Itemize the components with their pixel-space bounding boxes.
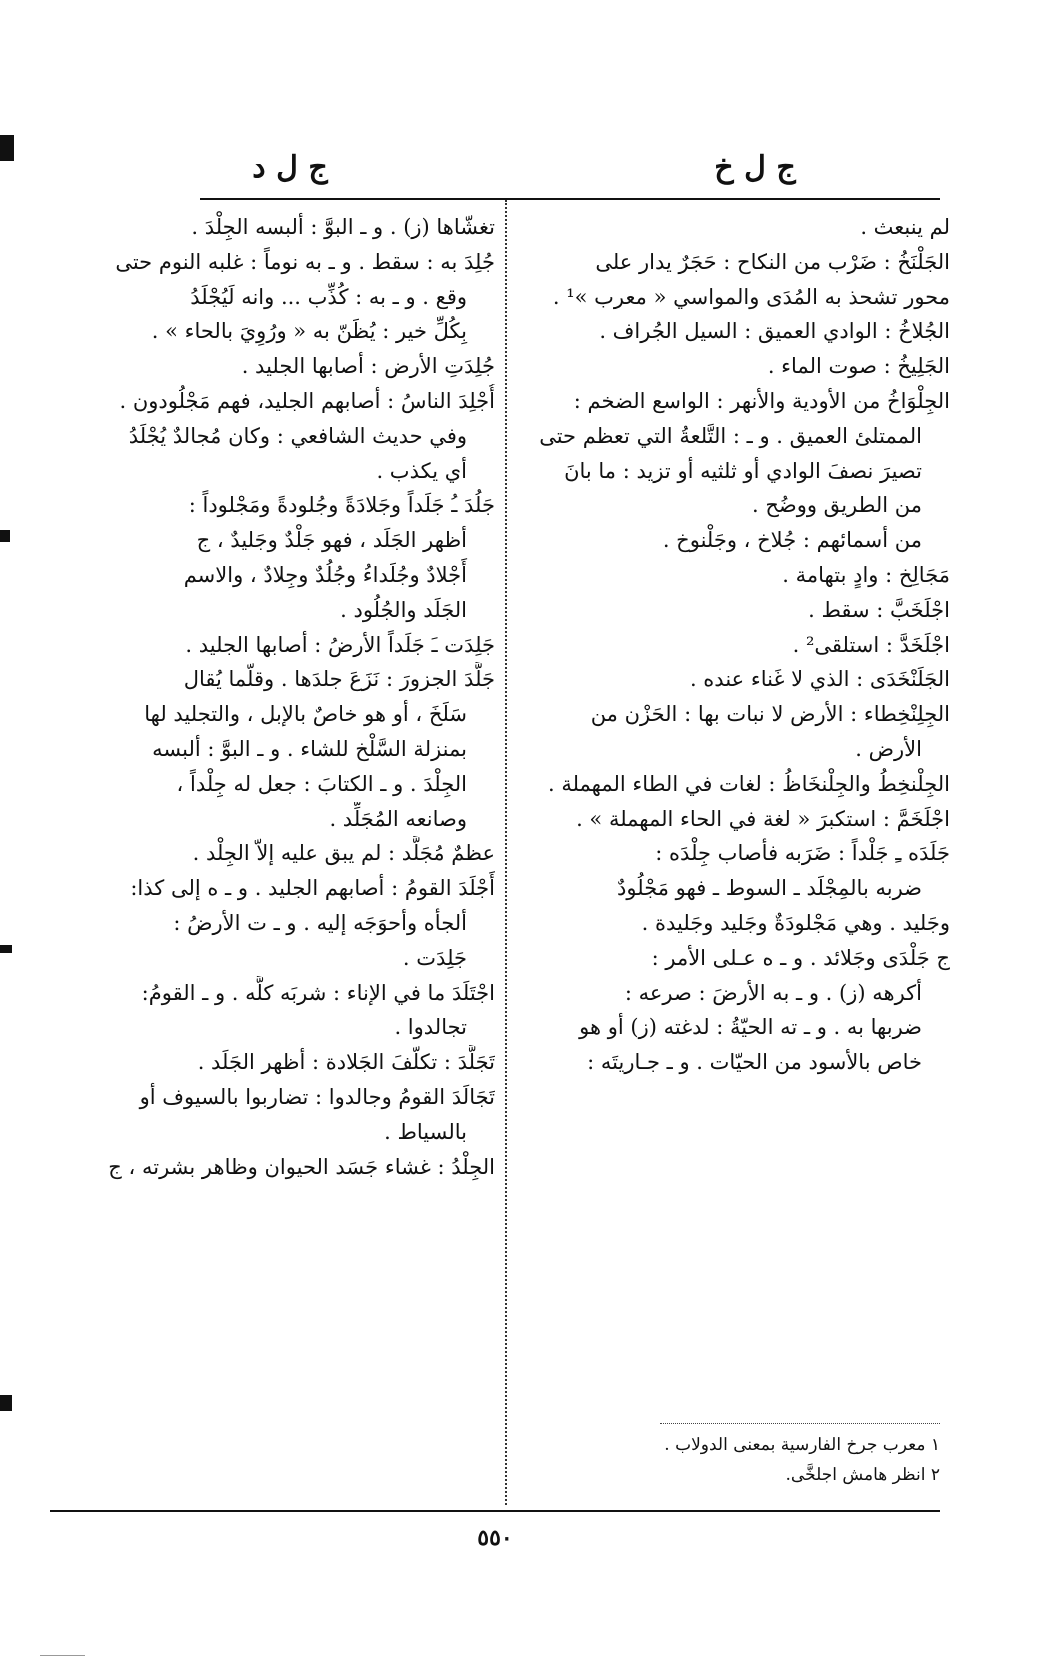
right-column-line: محور تشحذ به المُدَى والمواسي « معرب »¹ . — [552, 284, 950, 309]
column-divider — [505, 200, 507, 1505]
left-column-line: جُلِدَ به : سقط . و ـ به نوماً : غلبه النوم حتى — [115, 249, 495, 274]
right-column-line: من الطريق ووضُح . — [751, 493, 922, 518]
footnote-2: ٢ انظر هامش اجلخَّى. — [785, 1465, 940, 1485]
right-column-line: الجِلِنْخِطاء : الأرض لا نبات بها : الحَزْن من — [590, 702, 950, 727]
left-column-line: تجالدوا . — [394, 1015, 467, 1040]
left-column-line: تَجَالَدَ القومُ وجالدوا : تضاربوا بالسيوف أو — [139, 1084, 495, 1109]
right-column-root-header: ج ل خ — [714, 150, 796, 185]
left-column-line: بالسياط . — [384, 1119, 467, 1144]
left-column-line: وصانعه المُجَلِّد . — [329, 806, 467, 831]
left-column-line: أُجْلِدَ الناسُ : أصابهم الجليد، فهم مَجْلُودون . — [119, 388, 495, 413]
right-column-line: لم ينبعث . — [860, 215, 950, 239]
left-column-line: أظهر الجَلَد ، فهو جَلْدٌ وجَليدٌ ، ج — [196, 528, 467, 553]
footnotes — [560, 1430, 940, 1490]
left-column-line: جَلَّدَ الجزورَ : نَزَعَ جلدَها . وقلّما يُقال — [183, 667, 495, 692]
right-column-line: الجَلِيخُ : صوت الماء . — [767, 354, 950, 379]
right-column — [520, 210, 950, 1080]
left-column-line: وفي حديث الشافعي : وكان مُجالدٌ يُجْلَدُ — [128, 423, 467, 448]
left-column-line: أَجْلادٌ وجُلَداءُ وجُلُدٌ وجِلادٌ ، والاسم — [183, 562, 467, 587]
right-column-line: من أسمائهم : جُلاخ ، وجَلْنوخ . — [662, 528, 922, 553]
right-column-line: الجَلْنَخُ : ضَرْب من النكاح : حَجَرٌ يدار على — [595, 249, 950, 274]
right-column-line: ضربها به . و ـ ته الحيّةُ : لدغته (ز) أو هو — [579, 1015, 922, 1040]
left-column — [40, 210, 495, 1184]
right-column-line: الجِلْوَاخُ من الأودية والأنهر : الواسع الضخم : — [573, 388, 950, 413]
header-rule — [200, 198, 940, 200]
right-column-line: مَجَالِخ : وادٍ بتهامة . — [782, 562, 950, 587]
right-column-line: جَلَدَه ـِ جَلْداً : ضَرَبه فأصاب جِلْدَه : — [655, 841, 950, 866]
left-column-line: تَجَلَّدَ : تكلّفَ الجَلادة : أظهر الجَلَد . — [197, 1050, 495, 1075]
edge-mark-mid — [0, 530, 10, 542]
left-column-line: بمنزلة السَّلْخ للشاء . و ـ البوَّ : ألبسه — [152, 736, 467, 761]
left-column-line: بِكُلِّ خير : يُظَنّ به « ورُوِيَ بالحاء » . — [151, 319, 467, 344]
left-column-line: جَلِدَت ـَ جَلَداً الأرضُ : أصابها الجليد . — [185, 632, 495, 657]
footnote-1: ١ معرب جرخ الفارسية بمعنى الدولاب . — [664, 1435, 940, 1455]
left-column-line: جَلِدَت . — [402, 945, 467, 970]
right-column-line: خاص بالأسود من الحيّات . و ـ جـاريتَه : — [587, 1050, 922, 1075]
right-column-line: ج جَلْدَى وجَلائد . و ـ ه عـلى الأمر : — [651, 945, 950, 970]
left-column-line: أَجْلَدَ القومُ : أصابهم الجليد . و ـ ه إلى كذا: — [130, 876, 495, 901]
right-column-line: الأرض . — [855, 736, 922, 761]
right-column-line: الجَلَنْخَدَى : الذي لا غَناء عنده . — [689, 667, 950, 692]
right-column-line: الجُلاخُ : الوادي العميق : السيل الجُراف . — [599, 319, 950, 344]
left-column-line: الجِلْدَ . و ـ الكتابَ : جعل له جِلْداً ، — [176, 771, 467, 796]
footer-rule — [50, 1510, 940, 1512]
left-column-line: الجَلَد والجُلُود . — [340, 597, 467, 622]
right-column-line: الجِلْنخِطُ والجِلْنخَاظُ : لغات في الطاء المهملة . — [547, 771, 950, 796]
right-column-line: ضربه بالمِجْلَد ـ السوط ـ فهو مَجْلُودٌ — [617, 876, 922, 901]
left-column-line: أي يكذب . — [376, 458, 467, 483]
edge-mark-bottom — [0, 1395, 12, 1411]
right-column-line: أكرهه (ز) . و ـ به الأرضَ : صرعه : — [624, 980, 922, 1005]
right-column-line: وجَليد . وهي مَجْلودَةٌ وجَليد وجَليدة . — [641, 910, 950, 935]
bottom-stub-line — [40, 1655, 85, 1656]
footnote-rule — [660, 1423, 940, 1424]
left-column-line: جُلِدَتِ الأرض : أصابها الجليد . — [241, 354, 495, 379]
left-column-line: سَلَخَ ، أو هو خاصٌ بالإبل ، والتجليد لها — [144, 702, 467, 727]
left-column-line: وقع . و ـ به : كُذِّب ... وانه لَيُجْلَدُ — [190, 284, 467, 309]
left-column-line: عظمٌ مُجَلَّد : لم يبق عليه إلاّ الجِلْد . — [192, 841, 495, 866]
right-column-line: اجْلَخَبَّ : سقط . — [808, 597, 950, 622]
page-number: ٥٥٠ — [477, 1525, 513, 1551]
right-column-line: اجْلَخَدَّ : استلقى² . — [792, 632, 950, 657]
right-column-line: الممتلئ العميق . و ـ : التَّلعةُ التي تعظم حتى — [539, 423, 922, 448]
left-column-line: اجْتَلَدَ ما في الإناء : شربَه كلَّه . و ـ القومُ: — [141, 980, 495, 1005]
edge-mark-top — [0, 135, 14, 161]
edge-mark-lower — [0, 945, 12, 953]
left-column-root-header: ج ل د — [252, 150, 328, 185]
right-column-line: تصيرَ نصفَ الوادي أو ثلثيه أو تزيد : ما بانَ — [564, 458, 922, 483]
left-column-line: ألجأه وأحوَجَه إليه . و ـ ت الأرضُ : — [173, 910, 467, 935]
left-column-line: تغشّاها (ز) . و ـ البوَّ : ألبسه الجِلْدَ . — [191, 215, 495, 239]
left-column-line: جَلُدَ ـُ جَلَداً وجَلادَةً وجُلودةً ومَجْلوداً : — [188, 493, 495, 518]
right-column-line: اجْلَخَمَّ : استكبرَ « لغة في الحاء المهملة » . — [576, 806, 950, 831]
left-column-line: الجِلْدُ : غشاء جَسَد الحيوان وظاهر بشرته ، ج — [108, 1154, 495, 1179]
